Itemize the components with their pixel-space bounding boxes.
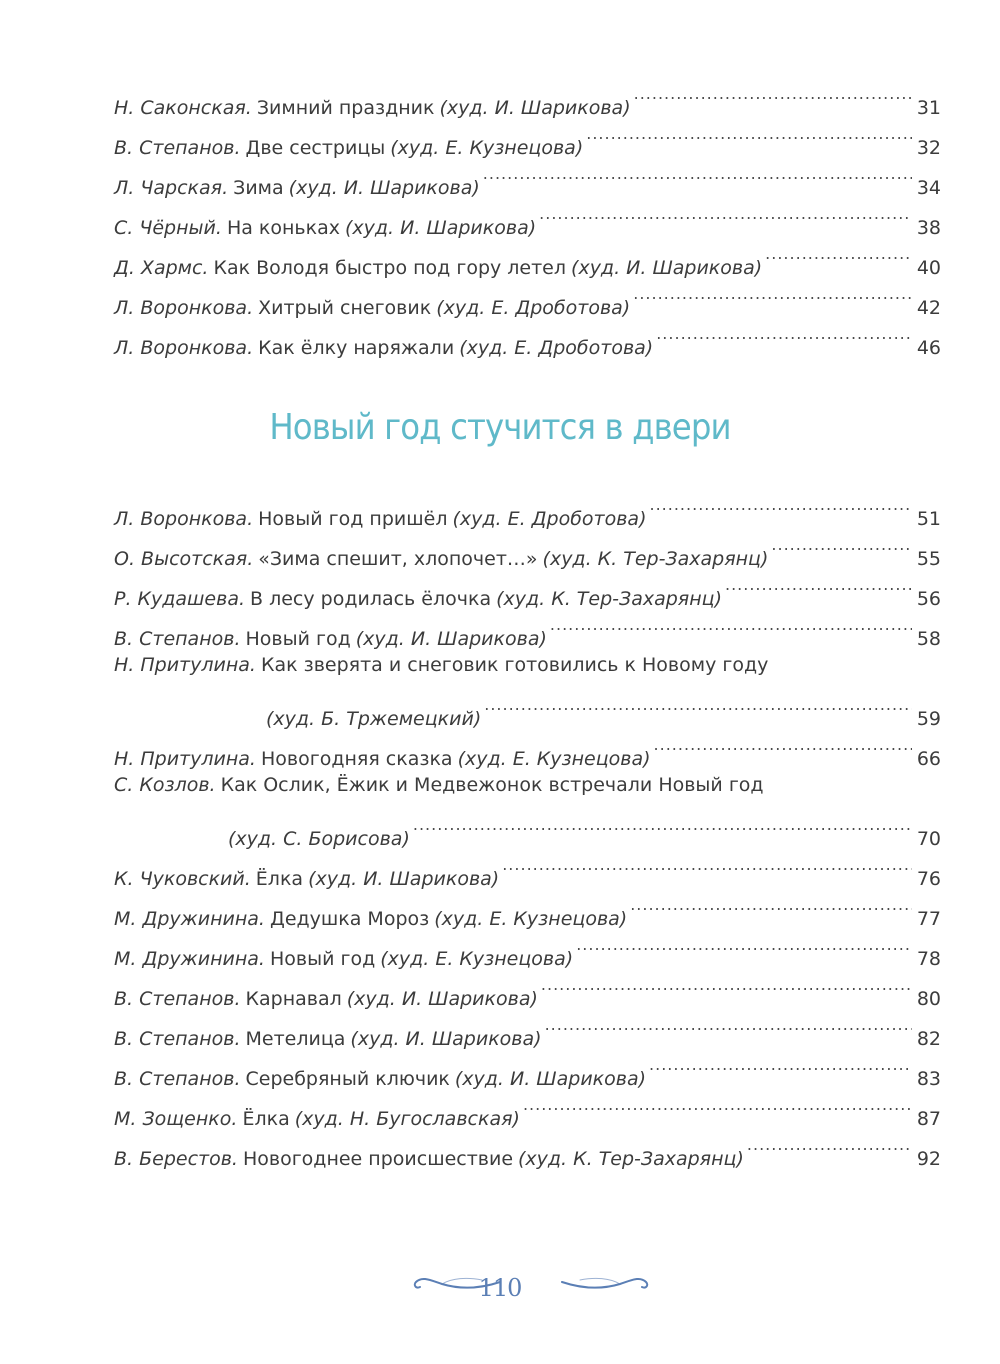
- entry-page-number: 66: [916, 748, 941, 770]
- entry-author: В. Степанов.: [114, 137, 241, 159]
- entry-page-number: 70: [916, 828, 941, 850]
- entry-title: Зимний праздник: [256, 97, 435, 119]
- dot-leader: [523, 1085, 912, 1125]
- entry-author: В. Берестов.: [114, 1148, 238, 1170]
- toc-section-1: [114, 74, 941, 359]
- entry-illustrator: (худ. И. Шарикова): [346, 988, 538, 1010]
- dot-leader: [650, 485, 913, 525]
- entry-author: В. Степанов.: [114, 628, 241, 650]
- entry-title: Метелица: [245, 1028, 346, 1050]
- dot-leader: [656, 314, 912, 354]
- entry-illustrator: (худ. Е. Кузнецова): [390, 137, 584, 159]
- entry-title: Как Ослик, Ёжик и Медвежонок встречали Новый год: [220, 774, 764, 796]
- toc-entry: [114, 765, 941, 805]
- entry-author: С. Козлов.: [114, 774, 216, 796]
- entry-illustrator: (худ. Е. Кузнецова): [457, 748, 651, 770]
- entry-author: Л. Воронкова.: [114, 337, 254, 359]
- entry-author: В. Степанов.: [114, 1028, 241, 1050]
- entry-page-number: 34: [916, 177, 941, 199]
- entry-title: Как Володя быстро под гору летел: [213, 257, 567, 279]
- entry-author: К. Чуковский.: [114, 868, 251, 890]
- entry-page-number: 59: [916, 708, 941, 730]
- entry-page-number: 32: [916, 137, 941, 159]
- entry-title: Новый год: [245, 628, 351, 650]
- entry-title: Как зверята и снеговик готовились к Новому году: [260, 654, 769, 676]
- entry-illustrator: (худ. Е. Кузнецова): [380, 948, 574, 970]
- entry-illustrator: (худ. И. Шарикова): [439, 97, 631, 119]
- dot-leader: [634, 74, 912, 114]
- entry-illustrator: (худ. К. Тер-Захарянц): [518, 1148, 744, 1170]
- page-number: 110: [478, 1274, 522, 1302]
- dot-leader: [586, 114, 912, 154]
- entry-illustrator: (худ. Н. Бугославская): [294, 1108, 520, 1130]
- entry-page-number: 56: [916, 588, 941, 610]
- dot-leader: [630, 885, 912, 925]
- entry-author: М. Дружинина.: [114, 908, 265, 930]
- entry-title: Как ёлку наряжали: [258, 337, 455, 359]
- entry-title: Новогодняя сказка: [260, 748, 453, 770]
- entry-page-number: 58: [916, 628, 941, 650]
- entry-title: Новый год пришёл: [258, 508, 448, 530]
- entry-author: О. Высотская.: [114, 548, 254, 570]
- toc-entry-continuation: [114, 805, 941, 850]
- entry-illustrator: (худ. И. Шарикова): [350, 1028, 542, 1050]
- entry-illustrator: (худ. И. Шарикова): [345, 217, 537, 239]
- entry-title: Серебряный ключик: [245, 1068, 450, 1090]
- entry-page-number: 78: [916, 948, 941, 970]
- entry-author: Н. Саконская.: [114, 97, 252, 119]
- entry-title: Карнавал: [245, 988, 342, 1010]
- dot-leader: [502, 845, 912, 885]
- entry-title: Зима: [233, 177, 284, 199]
- entry-author: Д. Хармс.: [114, 257, 209, 279]
- entry-illustrator: (худ. И. Шарикова): [454, 1068, 647, 1090]
- entry-illustrator: (худ. Е. Дроботова): [436, 297, 631, 319]
- toc-entry-continuation: [114, 685, 941, 730]
- entry-title: На коньках: [226, 217, 340, 239]
- entry-page-number: 31: [916, 97, 941, 119]
- entry-author: М. Дружинина.: [114, 948, 265, 970]
- entry-author: Н. Притулина.: [114, 654, 256, 676]
- dot-leader: [654, 725, 912, 765]
- entry-author: В. Степанов.: [114, 988, 241, 1010]
- toc-entry: [114, 1125, 941, 1170]
- entry-title: «Зима спешит, хлопочет…»: [258, 548, 538, 570]
- entry-title: Новый год: [269, 948, 376, 970]
- entry-author: В. Степанов.: [114, 1068, 241, 1090]
- entry-illustrator: (худ. К. Тер-Захарянц): [542, 548, 769, 570]
- entry-illustrator: (худ. Е. Кузнецова): [434, 908, 628, 930]
- dot-leader: [576, 925, 912, 965]
- entry-title: В лесу родилась ёлочка: [250, 588, 492, 610]
- entry-author: Н. Притулина.: [114, 748, 256, 770]
- entry-page-number: 42: [916, 297, 941, 319]
- entry-illustrator: (худ. И. Шарикова): [288, 177, 480, 199]
- entry-author: М. Зощенко.: [114, 1108, 238, 1130]
- entry-illustrator: (худ. И. Шарикова): [571, 257, 763, 279]
- entry-page-number: 76: [916, 868, 941, 890]
- entry-page-number: 55: [916, 548, 941, 570]
- entry-page-number: 38: [916, 217, 941, 239]
- dot-leader: [747, 1125, 912, 1165]
- dot-leader: [413, 805, 912, 845]
- dot-leader: [633, 274, 912, 314]
- entry-illustrator: (худ. Б. Тржемецкий): [266, 708, 482, 730]
- toc-entry: [114, 725, 941, 770]
- dot-leader: [771, 525, 912, 565]
- entry-page-number: 82: [916, 1028, 941, 1050]
- entry-page-number: 77: [916, 908, 941, 930]
- entry-page-number: 83: [916, 1068, 941, 1090]
- entry-illustrator: (худ. И. Шарикова): [308, 868, 500, 890]
- entry-page-number: 51: [916, 508, 941, 530]
- entry-title: Дедушка Мороз: [269, 908, 430, 930]
- entry-title: Новогоднее происшествие: [242, 1148, 514, 1170]
- dot-leader: [539, 194, 912, 234]
- entry-author: Л. Воронкова.: [114, 297, 254, 319]
- entry-title: Ёлка: [242, 1108, 290, 1130]
- entry-author: Р. Кудашева.: [114, 588, 246, 610]
- dot-leader: [725, 565, 912, 605]
- entry-title: Хитрый снеговик: [258, 297, 432, 319]
- entry-page-number: 87: [916, 1108, 941, 1130]
- toc-entry: [114, 485, 941, 530]
- entry-title: Ёлка: [255, 868, 304, 890]
- entry-illustrator: (худ. К. Тер-Захарянц): [496, 588, 722, 610]
- page-footer: [0, 1268, 1000, 1312]
- entry-author: С. Чёрный.: [114, 217, 222, 239]
- right-swirl-ornament-icon: [560, 1268, 650, 1298]
- entry-page-number: 92: [916, 1148, 941, 1170]
- entry-illustrator: (худ. Е. Дроботова): [452, 508, 647, 530]
- entry-page-number: 80: [916, 988, 941, 1010]
- entry-page-number: 46: [916, 337, 941, 359]
- dot-leader: [541, 965, 912, 1005]
- dot-leader: [765, 234, 912, 274]
- dot-leader: [545, 1005, 912, 1045]
- section-heading: Новый год стучится в двери: [269, 407, 731, 448]
- dot-leader: [550, 605, 912, 645]
- dot-leader: [649, 1045, 912, 1085]
- entry-author: Л. Чарская.: [114, 177, 229, 199]
- entry-author: Л. Воронкова.: [114, 508, 254, 530]
- entry-illustrator: (худ. Е. Дроботова): [459, 337, 654, 359]
- entry-illustrator: (худ. С. Борисова): [228, 828, 410, 850]
- toc-entry: [114, 74, 941, 119]
- dot-leader: [484, 685, 912, 725]
- entry-page-number: 40: [916, 257, 941, 279]
- toc-section-2: [114, 485, 941, 1170]
- toc-entry: [114, 645, 941, 685]
- entry-illustrator: (худ. И. Шарикова): [355, 628, 547, 650]
- dot-leader: [483, 154, 912, 194]
- entry-title: Две сестрицы: [245, 137, 386, 159]
